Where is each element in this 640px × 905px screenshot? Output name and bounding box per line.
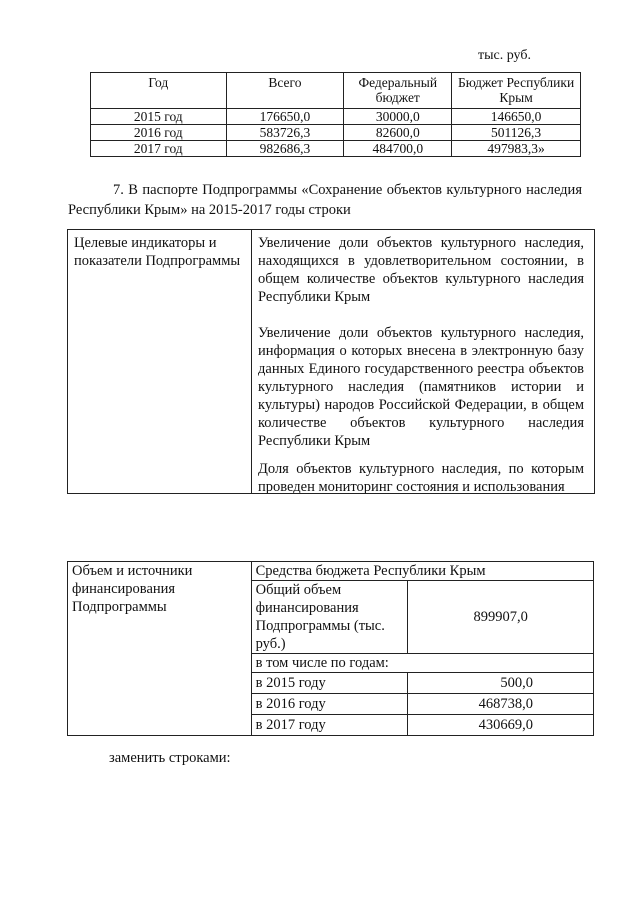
financing-table: [67, 561, 594, 736]
table-cell: 501126,3: [452, 125, 581, 141]
table-cell: 583726,3: [226, 125, 344, 141]
table-cell: 2016 год: [91, 125, 227, 141]
header-year: Год: [91, 73, 227, 109]
header-crimea: Бюджет Республики Крым: [452, 73, 581, 109]
table-cell: 82600,0: [344, 125, 452, 141]
header-total: Всего: [226, 73, 344, 109]
total-volume-label: Общий объем финансирования Подпрограммы (тыс. руб.): [251, 581, 408, 654]
budget-table: [90, 72, 581, 157]
table-row: [91, 109, 581, 125]
year-value: 468738,0: [408, 694, 594, 715]
unit-label: тыс. руб.: [478, 48, 531, 63]
year-value: 500,0: [408, 673, 594, 694]
year-value: 430669,0: [408, 715, 594, 736]
table-cell: 2015 год: [91, 109, 227, 125]
financing-source: Средства бюджета Республики Крым: [251, 562, 593, 581]
table-cell: 30000,0: [344, 109, 452, 125]
year-label: в 2017 году: [251, 715, 408, 736]
table-cell: 146650,0: [452, 109, 581, 125]
amendment-paragraph-text: 7. В паспорте Подпрограммы «Сохранение объектов культурного наследия Республики Крым» на 2015-2017 годы строки: [68, 182, 582, 218]
indicator-item: Доля объектов культурного наследия, по которым проведен мониторинг состояния и использования: [258, 461, 584, 494]
year-label: в 2016 году: [251, 694, 408, 715]
indicators-table: [67, 229, 595, 494]
budget-table-header: [91, 73, 581, 109]
table-cell: 497983,3»: [452, 141, 581, 157]
indicator-item: Увеличение доли объектов культурного наследия, находящихся в удовлетворительном состоянии, в общем количестве объектов культурного наследия Республики Крым: [258, 235, 584, 305]
financing-label: Объем и источники финансирования Подпрограммы: [68, 562, 252, 736]
indicators-label: Целевые индикаторы и показатели Подпрограммы: [74, 235, 241, 269]
table-cell: 484700,0: [344, 141, 452, 157]
header-federal: Федеральный бюджет: [344, 73, 452, 109]
by-years-label: в том числе по годам:: [251, 654, 593, 673]
table-cell: 2017 год: [91, 141, 227, 157]
year-label: в 2015 году: [251, 673, 408, 694]
table-row: [91, 141, 581, 157]
replace-instruction: заменить строками:: [109, 750, 231, 766]
total-volume-value: 899907,0: [408, 581, 594, 654]
table-cell: 982686,3: [226, 141, 344, 157]
amendment-paragraph: [68, 180, 582, 220]
indicators-label-cell: [68, 230, 252, 493]
table-cell: 176650,0: [226, 109, 344, 125]
indicator-item: Увеличение доли объектов культурного наследия, информация о которых внесена в электронную базу данных Единого государственного реестра объектов культурного наследия (памятников истории и культуры) народов Российской Федерации, в общем количестве объектов культурного наследия Республики Крым: [258, 325, 584, 449]
table-row: [91, 125, 581, 141]
indicators-content-cell: [252, 230, 594, 493]
